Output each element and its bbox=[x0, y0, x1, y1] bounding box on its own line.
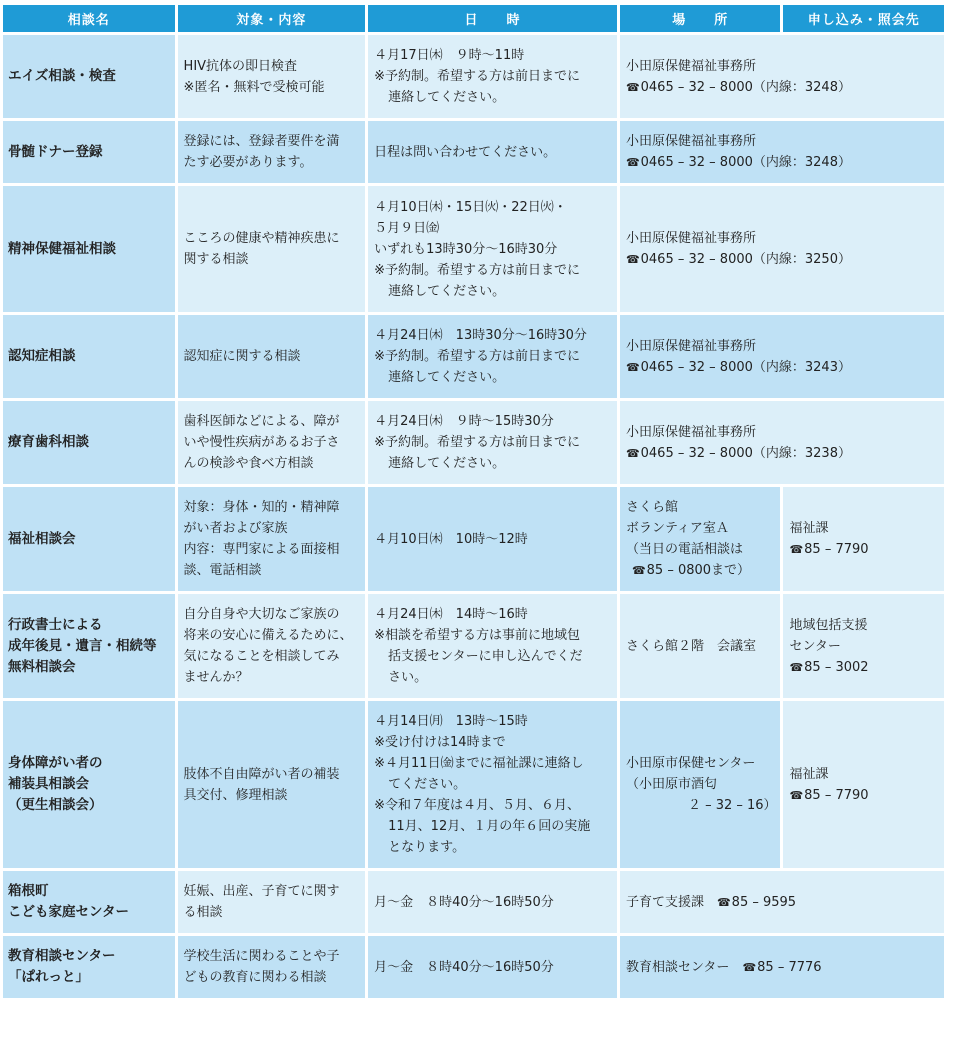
telephone-icon: ☎ bbox=[625, 253, 640, 266]
datetime bbox=[368, 35, 617, 118]
place-phone-line bbox=[626, 957, 938, 978]
place-text: さくら館 bbox=[625, 500, 678, 515]
header-target-content: 対象・内容 bbox=[178, 5, 366, 32]
datetime-text: ※予約制。希望する方は前日までに bbox=[374, 69, 581, 84]
target-text: 肢体不自由障がい者の補装 bbox=[183, 766, 340, 782]
telephone-icon: ☎ bbox=[789, 788, 804, 802]
target-content bbox=[178, 186, 366, 312]
target-text: どもの教育に関わる相談 bbox=[183, 970, 327, 985]
datetime bbox=[368, 594, 617, 698]
place-text: 小田原保健福祉事務所 bbox=[625, 338, 756, 354]
contact bbox=[783, 701, 944, 868]
consultation-name bbox=[3, 401, 175, 484]
place-contact bbox=[620, 936, 944, 998]
datetime-text: さい。 bbox=[388, 670, 428, 685]
place-contact bbox=[620, 186, 944, 312]
place-text: （小田原市酒匂 bbox=[625, 777, 717, 792]
phone-number: 0465 – 32 – 8000（内線：3243） bbox=[640, 359, 851, 375]
consultation-name bbox=[3, 871, 175, 933]
name-text: 精神保健福祉相談 bbox=[8, 240, 116, 257]
header-datetime: 日 時 bbox=[368, 5, 617, 32]
datetime-text: ４月10日㈭・15日㈫・22日㈫・ bbox=[374, 199, 567, 215]
datetime-text: ４月24日㈭ ９時～15時30分 bbox=[374, 414, 554, 429]
target-content bbox=[178, 487, 366, 591]
name-text: 行政書士による bbox=[8, 616, 103, 633]
target-text: こころの健康や精神疾患に bbox=[183, 231, 340, 246]
place-text: さくら館２階 会議室 bbox=[625, 638, 756, 654]
name-text: こども家庭センター bbox=[8, 904, 129, 920]
name-text: （更生相談会） bbox=[8, 797, 103, 813]
target-text: る相談 bbox=[183, 905, 223, 920]
target-text: 具交付、修理相談 bbox=[183, 787, 288, 803]
place-contact bbox=[620, 121, 944, 183]
target-text: んの検診や食べ方相談 bbox=[183, 456, 314, 471]
place-phone-line bbox=[626, 892, 938, 913]
datetime-text: 日程は問い合わせてください。 bbox=[374, 144, 557, 160]
header-place: 場 所 bbox=[620, 5, 781, 32]
telephone-icon: ☎ bbox=[625, 360, 640, 374]
consultation-name bbox=[3, 186, 175, 312]
name-text: 福祉相談会 bbox=[8, 530, 76, 547]
target-text: ませんか？ bbox=[183, 670, 249, 685]
phone-number: 85 – 3002 bbox=[804, 659, 869, 675]
table-row bbox=[3, 701, 944, 868]
target-content bbox=[178, 871, 366, 933]
name-text: 補装具相談会 bbox=[8, 776, 89, 792]
phone-number: 0465 – 32 – 8000（内線：3238） bbox=[640, 445, 851, 461]
place-text: 小田原保健福祉事務所 bbox=[625, 231, 756, 246]
phone-number: 85 – 9595 bbox=[731, 894, 797, 910]
target-text: 妊娠、出産、子育てに関す bbox=[183, 884, 340, 899]
target-text: がい者および家族 bbox=[183, 521, 288, 536]
contact-text: 福祉課 bbox=[789, 521, 829, 536]
phone-line bbox=[626, 357, 938, 378]
datetime bbox=[368, 701, 617, 868]
datetime-text: 11月、12月、１月の年６回の実施 bbox=[388, 819, 591, 834]
telephone-icon: ☎ bbox=[716, 895, 731, 909]
place-contact bbox=[620, 315, 944, 398]
datetime-text: 月～金 ８時40分～16時50分 bbox=[374, 894, 554, 910]
place bbox=[620, 487, 781, 591]
place-contact bbox=[620, 35, 944, 118]
datetime-text: ４月24日㈭ 13時30分～16時30分 bbox=[374, 328, 587, 343]
phone-line bbox=[626, 77, 938, 98]
contact-text: 福祉課 bbox=[789, 766, 829, 782]
datetime-text: 連絡してください。 bbox=[388, 456, 506, 471]
datetime-text: てください。 bbox=[388, 777, 467, 792]
place-text: 小田原保健福祉事務所 bbox=[625, 424, 756, 440]
place bbox=[620, 701, 781, 868]
name-text: 身体障がい者の bbox=[8, 755, 103, 771]
name-text: 成年後見・遺言・相続等 bbox=[8, 637, 157, 654]
place-contact bbox=[620, 871, 944, 933]
table-row bbox=[3, 35, 944, 118]
datetime-text: 月～金 ８時40分～16時50分 bbox=[374, 959, 554, 975]
target-content bbox=[178, 701, 366, 868]
phone-line bbox=[789, 539, 938, 560]
telephone-icon: ☎ bbox=[625, 156, 640, 169]
target-text: 気になることを相談してみ bbox=[183, 649, 340, 664]
telephone-icon: ☎ bbox=[625, 446, 640, 460]
target-text: ※匿名・無料で受検可能 bbox=[183, 79, 325, 95]
place-contact bbox=[620, 401, 944, 484]
target-content bbox=[178, 315, 366, 398]
place bbox=[620, 594, 781, 698]
table-row bbox=[3, 186, 944, 312]
target-text: 将来の安心に備えるために、 bbox=[183, 628, 353, 643]
phone-number: 0465 – 32 – 8000（内線：3248） bbox=[640, 79, 851, 95]
datetime bbox=[368, 401, 617, 484]
contact-text: 地域包括支援 bbox=[789, 617, 868, 633]
telephone-icon: ☎ bbox=[789, 543, 804, 556]
datetime bbox=[368, 121, 617, 183]
target-text: 関する相談 bbox=[183, 252, 249, 267]
name-text: 認知症相談 bbox=[8, 348, 76, 364]
consultation-name bbox=[3, 594, 175, 698]
target-text: たす必要があります。 bbox=[183, 155, 313, 170]
datetime-text: 括支援センターに申し込んでくだ bbox=[388, 649, 583, 664]
consultation-table bbox=[0, 2, 947, 1001]
consultation-name bbox=[3, 35, 175, 118]
phone-line bbox=[626, 443, 938, 464]
consultation-name bbox=[3, 487, 175, 591]
table-row bbox=[3, 871, 944, 933]
target-content bbox=[178, 594, 366, 698]
datetime-text: ※相談を希望する方は事前に地域包 bbox=[374, 628, 581, 643]
target-text: 認知症に関する相談 bbox=[183, 349, 301, 364]
phone-number: 0465 – 32 – 8000（内線：3248） bbox=[640, 155, 851, 170]
datetime-text: 連絡してください。 bbox=[388, 90, 506, 105]
table-row bbox=[3, 594, 944, 698]
datetime-text: 連絡してください。 bbox=[388, 283, 506, 299]
consultation-name bbox=[3, 315, 175, 398]
target-text: 内容：専門家による面接相 bbox=[183, 542, 340, 557]
telephone-icon: ☎ bbox=[742, 960, 757, 974]
place-text: 子育て支援課 bbox=[625, 894, 704, 910]
target-text: 学校生活に関わることや子 bbox=[183, 949, 340, 964]
datetime-text: ※予約制。希望する方は前日までに bbox=[374, 262, 581, 278]
target-content bbox=[178, 121, 366, 183]
target-text: いや慢性疾病があるお子さ bbox=[183, 435, 340, 450]
phone-line bbox=[789, 785, 938, 806]
name-text: 骨髄ドナー登録 bbox=[8, 143, 103, 160]
target-text: 登録には、登録者要件を満 bbox=[183, 134, 340, 149]
datetime-text: いずれも13時30分～16時30分 bbox=[374, 241, 558, 257]
datetime bbox=[368, 315, 617, 398]
datetime-text: ※予約制。希望する方は前日までに bbox=[374, 435, 581, 450]
phone-line bbox=[789, 657, 938, 678]
datetime bbox=[368, 871, 617, 933]
phone-number: 85 – 0800まで） bbox=[646, 563, 751, 578]
header-consultation-name: 相談名 bbox=[3, 5, 175, 32]
table-row bbox=[3, 401, 944, 484]
place-text: 小田原市保健センター bbox=[625, 756, 756, 771]
name-text: 「ぱれっと」 bbox=[8, 969, 89, 985]
table-row bbox=[3, 315, 944, 398]
phone-line bbox=[626, 249, 938, 270]
datetime-text: となります。 bbox=[388, 840, 466, 855]
datetime-text: 連絡してください。 bbox=[388, 370, 506, 385]
header-row bbox=[3, 5, 944, 32]
place-text: ボランティア室Ａ bbox=[625, 521, 729, 536]
place-text: 小田原保健福祉事務所 bbox=[625, 134, 756, 149]
telephone-icon: ☎ bbox=[789, 660, 804, 674]
target-text: 歯科医師などによる、障が bbox=[183, 414, 340, 429]
consultation-name bbox=[3, 701, 175, 868]
table-row bbox=[3, 121, 944, 183]
datetime-text: ※予約制。希望する方は前日までに bbox=[374, 349, 581, 364]
target-content bbox=[178, 936, 366, 998]
phone-number: 85 – 7790 bbox=[804, 787, 869, 803]
place-text: 小田原保健福祉事務所 bbox=[625, 58, 756, 74]
datetime-text: ※受け付けは14時まで bbox=[374, 735, 506, 750]
phone-line bbox=[626, 152, 938, 173]
consultation-name bbox=[3, 936, 175, 998]
datetime-text: ４月14日㈪ 13時～15時 bbox=[374, 714, 528, 729]
target-text: 談、電話相談 bbox=[183, 563, 262, 578]
target-text: 自分自身や大切なご家族の bbox=[183, 607, 340, 622]
phone-number: 85 – 7776 bbox=[757, 959, 822, 975]
place-text: ２ – 32 – 16） bbox=[687, 798, 777, 813]
contact bbox=[783, 487, 944, 591]
consultation-name bbox=[3, 121, 175, 183]
table-row bbox=[3, 936, 944, 998]
phone-number: 0465 – 32 – 8000（内線：3250） bbox=[640, 252, 851, 267]
datetime bbox=[368, 186, 617, 312]
name-text: エイズ相談・検査 bbox=[8, 68, 116, 84]
datetime-text: ４月24日㈭ 14時～16時 bbox=[374, 607, 528, 622]
contact-text: センター bbox=[789, 638, 841, 654]
datetime-text: ４月17日㈭ ９時～11時 bbox=[374, 48, 525, 63]
datetime-text: ５月９日㈮ bbox=[374, 220, 440, 236]
name-text: 箱根町 bbox=[8, 883, 49, 899]
place-text: 教育相談センター bbox=[625, 959, 730, 975]
phone-line bbox=[626, 560, 775, 581]
telephone-icon: ☎ bbox=[631, 564, 646, 577]
datetime bbox=[368, 487, 617, 591]
phone-number: 85 – 7790 bbox=[804, 542, 869, 557]
datetime-text: ※令和７年度は４月、５月、６月、 bbox=[374, 798, 581, 813]
name-text: 無料相談会 bbox=[8, 658, 76, 675]
target-text: 対象：身体・知的・精神障 bbox=[183, 500, 340, 515]
header-contact: 申し込み・照会先 bbox=[783, 5, 944, 32]
name-text: 療育歯科相談 bbox=[8, 434, 89, 450]
target-text: HIV抗体の即日検査 bbox=[183, 58, 298, 74]
telephone-icon: ☎ bbox=[625, 80, 640, 94]
place-text: （当日の電話相談は bbox=[625, 542, 743, 557]
target-content bbox=[178, 35, 366, 118]
contact bbox=[783, 594, 944, 698]
datetime-text: ※４月11日㈮までに福祉課に連絡し bbox=[374, 756, 584, 771]
name-text: 教育相談センター bbox=[8, 948, 116, 964]
target-content bbox=[178, 401, 366, 484]
datetime-text: ４月10日㈭ 10時～12時 bbox=[374, 531, 528, 547]
table-row bbox=[3, 487, 944, 591]
datetime bbox=[368, 936, 617, 998]
